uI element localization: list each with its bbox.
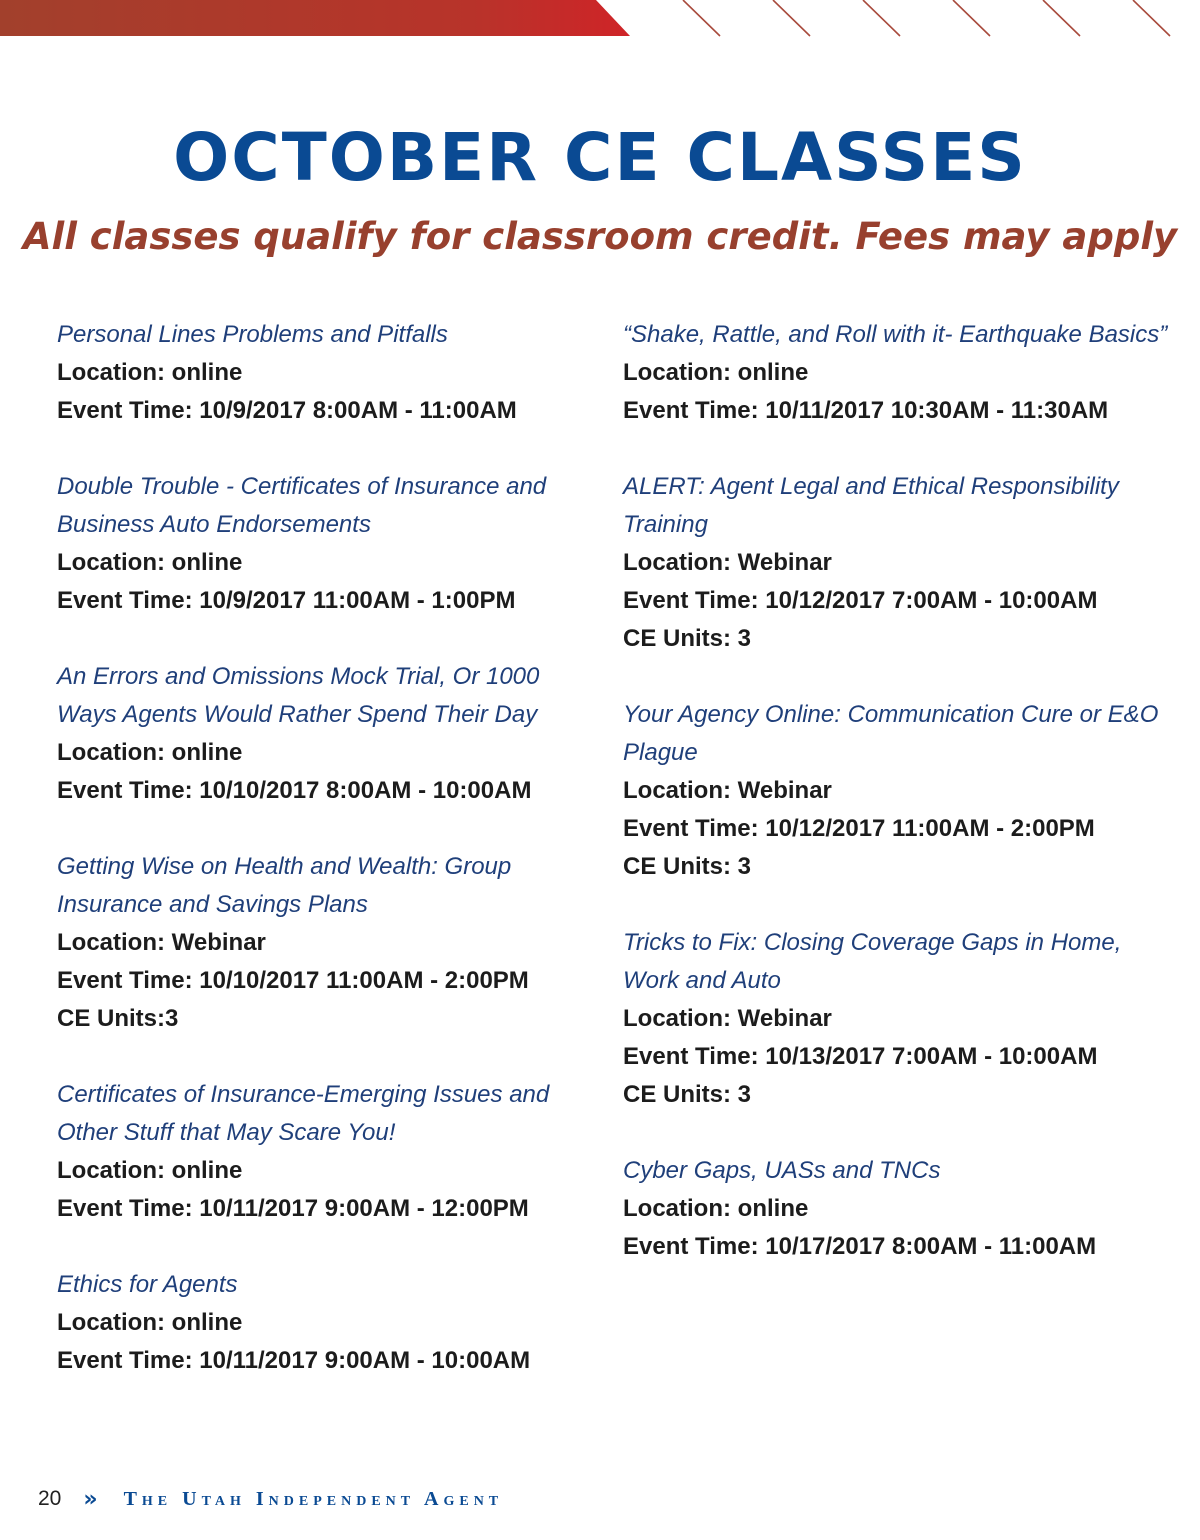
- event-entry: [57, 316, 587, 430]
- page-number: 20: [38, 1487, 62, 1510]
- event-title: Double Trouble - Certificates of Insurance and Business Auto Endorsements: [57, 473, 547, 538]
- event-title: Tricks to Fix: Closing Coverage Gaps in Home, Work and Auto: [623, 929, 1122, 994]
- event-time: Event Time: 10/11/2017 9:00AM - 12:00PM: [57, 1195, 529, 1222]
- event-ce-units: CE Units:3: [57, 1005, 179, 1032]
- event-location: Location: Webinar: [623, 777, 832, 804]
- event-entry: [623, 316, 1183, 430]
- event-time: Event Time: 10/9/2017 8:00AM - 11:00AM: [57, 397, 517, 424]
- event-time: Event Time: 10/13/2017 7:00AM - 10:00AM: [623, 1043, 1098, 1070]
- event-location: Location: online: [623, 1195, 809, 1222]
- event-location: Location: online: [57, 1157, 243, 1184]
- event-title: Getting Wise on Health and Wealth: Group Insurance and Savings Plans: [57, 853, 512, 918]
- event-time: Event Time: 10/10/2017 11:00AM - 2:00PM: [57, 967, 529, 994]
- event-location: Location: Webinar: [623, 1005, 832, 1032]
- event-location: Location: online: [57, 1309, 243, 1336]
- event-ce-units: CE Units: 3: [623, 853, 752, 880]
- event-entry: [623, 468, 1183, 658]
- event-entry: [57, 468, 587, 620]
- event-time: Event Time: 10/11/2017 10:30AM - 11:30AM: [623, 397, 1109, 424]
- event-title: Your Agency Online: Communication Cure or E&O Plague: [623, 701, 1159, 766]
- header-decoration-bar: [0, 0, 1200, 40]
- event-location: Location: online: [623, 359, 809, 386]
- event-entry: [623, 1152, 1183, 1266]
- event-entry: [57, 658, 587, 810]
- page-title: OCTOBER CE CLASSES: [173, 119, 1027, 196]
- double-chevron-icon: »: [83, 1486, 98, 1512]
- event-entry: [623, 924, 1183, 1114]
- event-time: Event Time: 10/10/2017 8:00AM - 10:00AM: [57, 777, 532, 804]
- event-location: Location: Webinar: [57, 929, 266, 956]
- event-location: Location: Webinar: [623, 549, 832, 576]
- event-entry: [623, 696, 1183, 886]
- event-title: “Shake, Rattle, and Roll with it- Earthquake Basics”: [623, 321, 1168, 348]
- publication-name: The Utah Independent Agent: [123, 1487, 504, 1510]
- event-time: Event Time: 10/12/2017 11:00AM - 2:00PM: [623, 815, 1095, 842]
- event-time: Event Time: 10/12/2017 7:00AM - 10:00AM: [623, 587, 1098, 614]
- event-title: An Errors and Omissions Mock Trial, Or 1000 Ways Agents Would Rather Spend Their Day: [57, 663, 540, 728]
- left-event-column: [57, 316, 587, 1418]
- right-event-column: [623, 316, 1183, 1304]
- event-title: Certificates of Insurance-Emerging Issues and Other Stuff that May Scare You!: [57, 1081, 550, 1146]
- event-location: Location: online: [57, 359, 243, 386]
- event-title: Ethics for Agents: [57, 1271, 238, 1298]
- event-entry: [57, 1266, 587, 1380]
- event-ce-units: CE Units: 3: [623, 1081, 752, 1108]
- event-entry: [57, 848, 587, 1038]
- event-title: Personal Lines Problems and Pitfalls: [57, 321, 448, 348]
- event-entry: [57, 1076, 587, 1228]
- event-title: Cyber Gaps, UASs and TNCs: [623, 1157, 941, 1184]
- page-footer: [38, 1484, 503, 1514]
- event-time: Event Time: 10/9/2017 11:00AM - 1:00PM: [57, 587, 516, 614]
- event-title: ALERT: Agent Legal and Ethical Responsibility Training: [623, 473, 1119, 538]
- page-subtitle: All classes qualify for classroom credit. Fees may apply: [22, 215, 1178, 258]
- event-ce-units: CE Units: 3: [623, 625, 752, 652]
- event-location: Location: online: [57, 739, 243, 766]
- event-time: Event Time: 10/17/2017 8:00AM - 11:00AM: [623, 1233, 1097, 1260]
- event-time: Event Time: 10/11/2017 9:00AM - 10:00AM: [57, 1347, 531, 1374]
- event-location: Location: online: [57, 549, 243, 576]
